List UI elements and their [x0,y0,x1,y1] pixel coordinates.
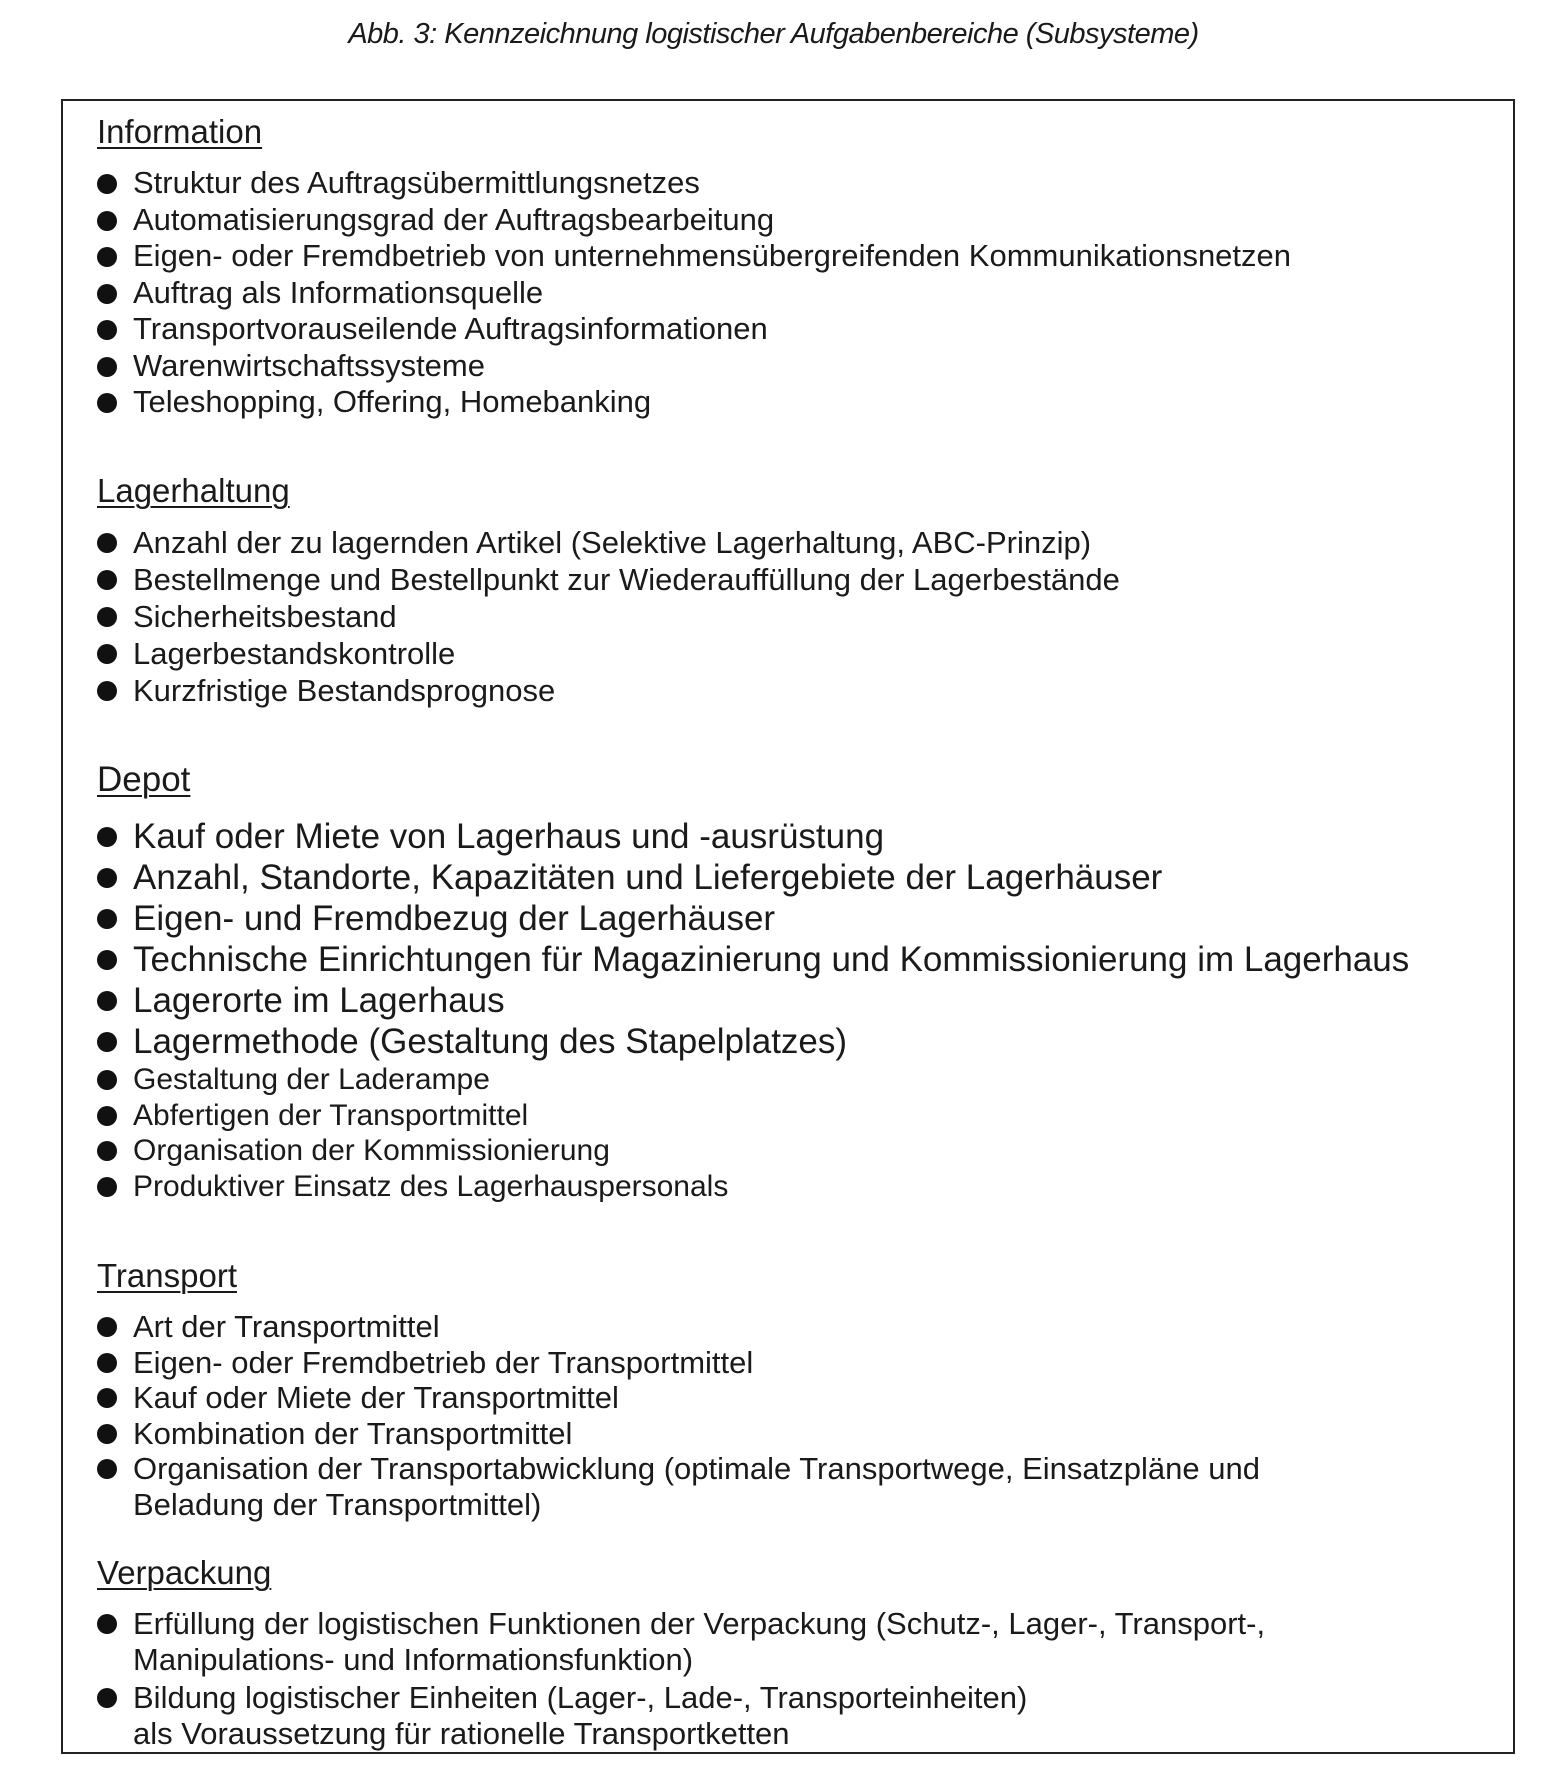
list-item-text: Bildung logistischer Einheiten (Lager-, Lade-, Transporteinheiten) als Voraussetzung für rationelle Transportketten [133,1680,1028,1751]
list-item-text: Gestaltung der Laderampe [133,1063,490,1096]
list-item [97,1451,1503,1522]
bullet-icon [97,570,117,590]
list-item-text: Kurzfristige Bestandsprognose [133,673,556,708]
list-item-text: Anzahl der zu lagernden Artikel (Selektive Lagerhaltung, ABC-Prinzip) [133,525,1092,560]
bullet-icon [97,393,117,413]
bullet-icon [97,284,117,304]
bullet-icon [97,1424,117,1444]
list-item [97,348,1503,385]
list-item-text: Art der Transportmittel [133,1309,440,1344]
list-item [97,1416,1503,1452]
list-item-text: Eigen- und Fremdbezug der Lagerhäuser [133,899,776,938]
list-item [97,1345,1503,1381]
list-item-text: Bestellmenge und Bestellpunkt zur Wiederauffüllung der Lagerbestände [133,562,1120,597]
bullet-list [97,165,1503,421]
section-heading: Lagerhaltung [97,472,290,509]
list-item [97,816,1503,857]
list-item [97,524,1503,561]
list-item-text: Kauf oder Miete der Transportmittel [133,1380,619,1415]
list-item [97,939,1503,980]
list-item-text: Transportvorauseilende Auftragsinformationen [133,311,768,346]
bullet-icon [97,1141,117,1161]
bullet-icon [97,1388,117,1408]
bullet-icon [97,1688,117,1708]
list-item [97,1169,1503,1205]
list-item [97,202,1503,239]
list-item-text: Kauf oder Miete von Lagerhaus und -ausrüstung [133,817,885,856]
section-lagerhaltung [97,472,1503,709]
list-item-text: Warenwirtschaftssysteme [133,347,485,383]
list-item-text: Organisation der Transportabwicklung (optimale Transportwege, Einsatzpläne und Beladung der Transportmittel) [133,1451,1260,1522]
list-item [97,275,1503,312]
list-item-text: Produktiver Einsatz des Lagerhauspersonals [133,1169,729,1203]
section-verpackung [97,1554,1503,1751]
bullet-icon [97,1353,117,1373]
list-item [97,1606,1503,1677]
list-item [97,980,1503,1021]
bullet-icon [97,1459,117,1479]
list-item-text: Automatisierungsgrad der Auftragsbearbeitung [133,201,775,237]
bullet-icon [97,1032,117,1052]
list-item [97,311,1503,348]
section-depot [97,760,1503,1204]
bullet-icon [97,909,117,929]
section-heading: Transport [97,1257,237,1294]
list-item-text: Lagerorte im Lagerhaus [133,981,505,1020]
list-item [97,238,1503,275]
bullet-icon [97,211,117,231]
list-item-text: Struktur des Auftragsübermittlungsnetzes [133,165,700,200]
bullet-icon [97,991,117,1011]
list-item [97,1098,1503,1134]
figure-caption: Abb. 3: Kennzeichnung logistischer Aufgabenbereiche (Subsysteme) [348,18,1199,50]
list-item-text: Abfertigen der Transportmittel [133,1098,529,1132]
list-item-text: Eigen- oder Fremdbetrieb von unternehmensübergreifenden Kommunikationsnetzen [133,238,1292,273]
list-item-text: Teleshopping, Offering, Homebanking [133,384,652,419]
list-item [97,898,1503,939]
section-transport [97,1257,1503,1522]
bullet-icon [97,1177,117,1197]
bullet-list [97,524,1503,709]
list-item [97,598,1503,635]
bullet-icon [97,644,117,664]
bullet-icon [97,247,117,267]
list-item-text: Lagerbestandskontrolle [133,636,456,671]
bullet-icon [97,1106,117,1126]
list-item-text: Anzahl, Standorte, Kapazitäten und Liefergebiete der Lagerhäuser [133,858,1163,897]
list-item-text: Sicherheitsbestand [133,599,397,634]
bullet-icon [97,174,117,194]
bullet-list [97,1309,1503,1522]
list-item [97,384,1503,421]
list-item [97,1062,1503,1098]
bullet-icon [97,827,117,847]
section-information [97,113,1503,421]
list-item [97,1021,1503,1062]
bullet-icon [97,681,117,701]
list-item [97,1133,1503,1169]
bullet-icon [97,1317,117,1337]
section-heading: Verpackung [97,1554,272,1591]
bullet-icon [97,357,117,377]
list-item [97,1380,1503,1416]
list-item-text: Kombination der Transportmittel [133,1415,573,1451]
list-item [97,1309,1503,1345]
list-item [97,1680,1503,1751]
list-item-text: Lagermethode (Gestaltung des Stapelplatzes) [133,1022,848,1061]
list-item [97,672,1503,709]
bullet-list [97,1606,1503,1751]
content-box [61,99,1515,1754]
bullet-icon [97,320,117,340]
bullet-icon [97,868,117,888]
list-item [97,857,1503,898]
list-item [97,635,1503,672]
bullet-list [97,816,1503,1204]
list-item [97,561,1503,598]
list-item [97,165,1503,202]
bullet-icon [97,533,117,553]
section-heading: Information [97,113,263,150]
list-item-text: Auftrag als Informationsquelle [133,274,544,310]
list-item-text: Technische Einrichtungen für Magazinierung und Kommissionierung im Lagerhaus [133,940,1410,979]
bullet-icon [97,1070,117,1090]
bullet-icon [97,607,117,627]
list-item-text: Eigen- oder Fremdbetrieb der Transportmittel [133,1344,754,1380]
list-item-text: Erfüllung der logistischen Funktionen der Verpackung (Schutz-, Lager-, Transport-, Manipulations- und Informationsfunktion) [133,1606,1266,1677]
bullet-icon [97,1614,117,1634]
list-item-text: Organisation der Kommissionierung [133,1134,610,1167]
bullet-icon [97,950,117,970]
section-heading: Depot [97,760,191,799]
